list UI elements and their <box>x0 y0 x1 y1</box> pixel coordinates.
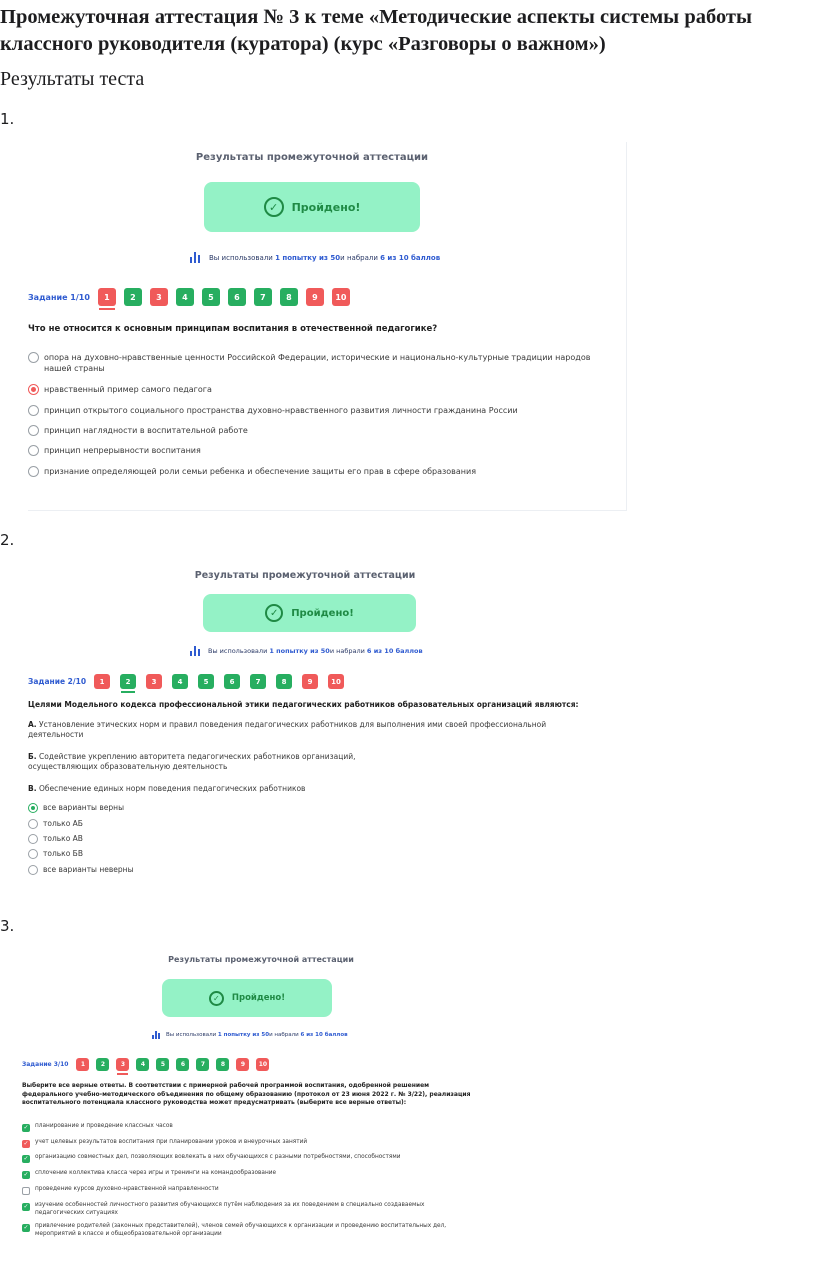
attempts-pre: Вы использовали <box>166 1032 217 1038</box>
passed-label: Пройдено! <box>291 200 361 214</box>
checkbox-option-label: сплочение коллектива класса через игры и тренинги на командообразование <box>35 1170 277 1176</box>
radio-selected-icon[interactable] <box>28 384 39 395</box>
task-chip-6[interactable]: 6 <box>176 1058 189 1071</box>
statement-letter: А. <box>28 720 37 729</box>
task-label: Задание 1/10 <box>28 292 90 302</box>
answer-option[interactable] <box>28 466 598 477</box>
task-chip-2[interactable]: 2 <box>120 674 136 689</box>
answer-option-label: принцип открытого социального пространства духовно-нравственного развития личности гражданина России <box>44 406 518 415</box>
attempts-mid: и набрали <box>269 1032 299 1038</box>
answer-checkbox-option[interactable] <box>22 1154 472 1163</box>
answer-option[interactable] <box>28 405 598 416</box>
task-chip-1[interactable]: 1 <box>98 288 116 306</box>
passed-banner <box>204 182 420 232</box>
question-text: Целями Модельного кодекса профессиональной этики педагогических работников образовательных организаций являются: <box>28 700 579 709</box>
answer-option-label: только АБ <box>43 819 83 828</box>
score: 6 из 10 баллов <box>300 1032 348 1038</box>
task-chip-4[interactable]: 4 <box>136 1058 149 1071</box>
checkbox-icon[interactable] <box>22 1187 30 1195</box>
passed-banner <box>203 594 416 632</box>
section-number: 1. <box>0 110 15 128</box>
checkbox-option-label: организацию совместных дел, позволяющих вовлекать в них обучающихся с разными потребностями, способностями <box>35 1154 401 1160</box>
results-title: Результаты промежуточной аттестации <box>168 955 354 964</box>
attempts-mid: и набрали <box>340 253 378 262</box>
attempts-pre: Вы использовали <box>208 647 268 655</box>
attempts-count: 1 попытку из 50 <box>275 253 341 262</box>
section-number: 3. <box>0 917 15 935</box>
statement-letter: Б. <box>28 752 37 761</box>
checkbox-checked-icon[interactable]: ✓ <box>23 1140 29 1147</box>
answer-option-label: только АВ <box>43 834 83 843</box>
task-chip-10[interactable]: 10 <box>332 288 350 306</box>
task-chip-7[interactable]: 7 <box>196 1058 209 1071</box>
radio-selected-icon[interactable] <box>28 803 38 813</box>
task-navigator <box>22 1058 276 1071</box>
task-chip-8[interactable]: 8 <box>280 288 298 306</box>
checkbox-checked-icon[interactable]: ✓ <box>23 1171 29 1178</box>
task-chip-10[interactable]: 10 <box>328 674 344 689</box>
answer-checkbox-option[interactable] <box>22 1139 472 1148</box>
score: 6 из 10 баллов <box>366 647 423 655</box>
task-chip-3[interactable]: 3 <box>116 1058 129 1071</box>
radio-icon[interactable] <box>28 425 39 436</box>
task-chip-1[interactable]: 1 <box>94 674 110 689</box>
checkbox-option-label: изучение особенностей личностного развития обучающихся путём наблюдения за их поведением в специально создаваемых педагогических ситуациях <box>35 1202 425 1216</box>
answer-checkbox-option[interactable] <box>22 1186 472 1195</box>
attempts-summary <box>190 646 423 656</box>
statement-letter: В. <box>28 784 37 793</box>
check-circle-icon: ✓ <box>265 604 283 622</box>
answer-option-label: принцип непрерывности воспитания <box>44 446 201 455</box>
passed-label: Пройдено! <box>291 607 354 619</box>
bar-chart-icon <box>190 252 201 263</box>
answer-checkbox-option[interactable] <box>22 1202 472 1217</box>
task-chip-1[interactable]: 1 <box>76 1058 89 1071</box>
answer-option[interactable] <box>28 445 598 456</box>
task-chip-9[interactable]: 9 <box>306 288 324 306</box>
task-chip-7[interactable]: 7 <box>250 674 266 689</box>
answer-option-label: все варианты неверны <box>43 865 134 874</box>
results-screenshot-3 <box>20 947 490 1247</box>
results-screenshot-1 <box>28 142 627 511</box>
attempts-summary <box>190 252 440 263</box>
task-navigator <box>28 674 354 689</box>
task-label: Задание 2/10 <box>28 677 87 686</box>
answer-option[interactable] <box>28 819 83 829</box>
task-chip-3[interactable]: 3 <box>150 288 168 306</box>
task-chip-4[interactable]: 4 <box>176 288 194 306</box>
answer-option-label: нравственный пример самого педагога <box>44 385 212 394</box>
radio-icon[interactable] <box>28 445 39 456</box>
radio-icon[interactable] <box>28 849 38 859</box>
bar-chart-icon <box>152 1031 160 1039</box>
statement-text: Содействие укреплению авторитета педагогических работников организаций, осуществляющих образовательную деятельность <box>28 752 356 771</box>
task-label: Задание 3/10 <box>22 1061 69 1068</box>
results-screenshot-2 <box>28 560 588 894</box>
task-chip-7[interactable]: 7 <box>254 288 272 306</box>
answer-option[interactable] <box>28 352 598 374</box>
document-subtitle: Результаты теста <box>0 68 145 90</box>
task-chip-5[interactable]: 5 <box>156 1058 169 1071</box>
statement-text: Обеспечение единых норм поведения педагогических работников <box>36 784 306 793</box>
answer-option[interactable] <box>28 425 598 436</box>
answer-option[interactable] <box>28 803 124 813</box>
radio-icon[interactable] <box>28 466 39 477</box>
passed-label: Пройдено! <box>231 993 286 1003</box>
results-title: Результаты промежуточной аттестации <box>195 152 429 163</box>
attempts-pre: Вы использовали <box>209 253 273 262</box>
answer-option[interactable] <box>28 834 83 844</box>
task-chip-5[interactable]: 5 <box>198 674 214 689</box>
task-navigator <box>28 288 358 306</box>
task-chip-6[interactable]: 6 <box>224 674 240 689</box>
task-chip-8[interactable]: 8 <box>216 1058 229 1071</box>
radio-icon[interactable] <box>28 865 38 875</box>
task-chip-10[interactable]: 10 <box>256 1058 269 1071</box>
checkbox-checked-icon[interactable]: ✓ <box>23 1224 29 1231</box>
attempts-mid: и набрали <box>329 647 365 655</box>
answer-option[interactable] <box>28 849 83 859</box>
radio-icon[interactable] <box>28 834 38 844</box>
bar-chart-icon <box>190 646 200 656</box>
task-chip-9[interactable]: 9 <box>236 1058 249 1071</box>
question-text: Выберите все верные ответы. В соответствии с примерной рабочей программой воспитания, одобренной решением федерального учебно-методического объединения по общему образованию (протокол от 23 июня 2022 г. № 3/22), реализация воспитательного потенциала классного руководства может предусматривать (выберите все верные ответы): <box>22 1082 471 1106</box>
answer-checkbox-option[interactable] <box>22 1170 472 1179</box>
statement <box>28 720 576 740</box>
task-chip-9[interactable]: 9 <box>302 674 318 689</box>
checkbox-checked-icon[interactable]: ✓ <box>23 1155 29 1162</box>
answer-option-label: все варианты верны <box>43 803 124 812</box>
statement <box>28 752 378 772</box>
task-chip-2[interactable]: 2 <box>96 1058 109 1071</box>
passed-banner <box>162 979 332 1017</box>
section-number: 2. <box>0 531 15 549</box>
statement <box>28 784 576 794</box>
checkbox-checked-icon[interactable]: ✓ <box>23 1203 29 1210</box>
checkbox-option-label: учет целевых результатов воспитания при планировании уроков и внеурочных занятий <box>35 1139 308 1145</box>
statement-text: Установление этических норм и правил поведения педагогических работников для выполнения ими своей профессиональной деятельности <box>28 720 547 739</box>
score: 6 из 10 баллов <box>380 253 441 262</box>
checkbox-option-label: привлечение родителей (законных представителей), членов семей обучающихся к организации и проведению воспитательных дел, мероприятий в классе и общеобразовательной организации <box>35 1223 447 1237</box>
question-text: Что не относится к основным принципам воспитания в отечественной педагогике? <box>28 324 438 334</box>
radio-icon[interactable] <box>28 352 39 363</box>
checkbox-option-label: проведение курсов духовно-нравственной направленности <box>35 1186 219 1192</box>
radio-icon[interactable] <box>28 405 39 416</box>
answer-option-label: принцип наглядности в воспитательной работе <box>44 426 248 435</box>
answer-option-label: признание определяющей роли семьи ребенка и обеспечение защиты его прав в сфере образования <box>44 467 477 476</box>
radio-icon[interactable] <box>28 819 38 829</box>
results-title: Результаты промежуточной аттестации <box>194 570 416 581</box>
answer-option-label: только БВ <box>43 849 83 858</box>
checkbox-option-label: планирование и проведение классных часов <box>35 1123 173 1129</box>
answer-option[interactable] <box>28 384 598 395</box>
task-chip-8[interactable]: 8 <box>276 674 292 689</box>
answer-checkbox-option[interactable] <box>22 1223 472 1238</box>
attempts-count: 1 попытку из 50 <box>269 647 330 655</box>
task-chip-6[interactable]: 6 <box>228 288 246 306</box>
attempts-count: 1 попытку из 50 <box>217 1032 270 1038</box>
checkbox-checked-icon[interactable]: ✓ <box>23 1124 29 1131</box>
task-chip-4[interactable]: 4 <box>172 674 188 689</box>
answer-option-label: опора на духовно-нравственные ценности Российской Федерации, исторические и национально-культурные традиции народов нашей страны <box>44 353 591 373</box>
task-chip-3[interactable]: 3 <box>146 674 162 689</box>
document-title: Промежуточная аттестация № 3 к теме «Методические аспекты системы работы классного руководителя (куратора) (курс «Разговоры о важном») <box>0 6 753 55</box>
task-chip-2[interactable]: 2 <box>124 288 142 306</box>
task-chip-5[interactable]: 5 <box>202 288 220 306</box>
check-circle-icon: ✓ <box>209 991 224 1006</box>
answer-checkbox-option[interactable] <box>22 1123 472 1132</box>
check-circle-icon: ✓ <box>264 197 284 217</box>
attempts-summary <box>152 1031 348 1039</box>
answer-option[interactable] <box>28 865 134 875</box>
